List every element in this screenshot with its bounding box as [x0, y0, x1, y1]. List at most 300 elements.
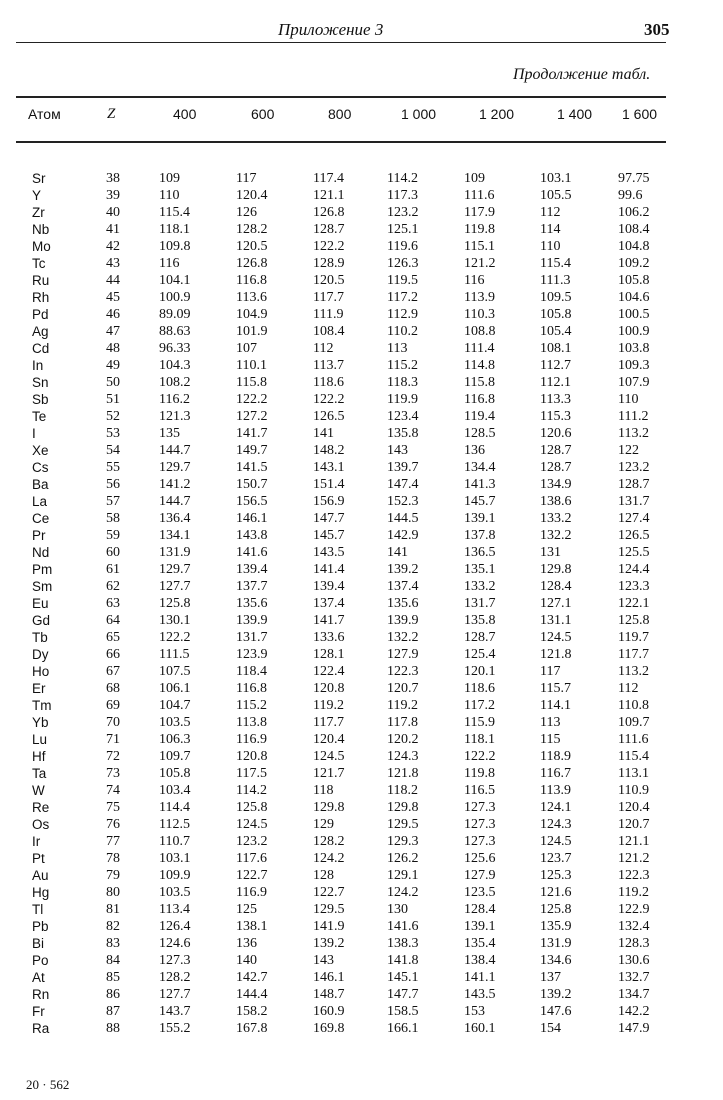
value-800-cell: 112: [313, 341, 334, 356]
column-header-atom: Атом: [28, 106, 61, 122]
value-800-cell: 122.4: [313, 664, 345, 679]
value-400-cell: 108.2: [159, 375, 191, 390]
value-1600-cell: 122: [618, 443, 639, 458]
value-800-cell: 143.1: [313, 460, 345, 475]
value-600-cell: 120.4: [236, 188, 268, 203]
value-1200-cell: 110.3: [464, 307, 495, 322]
value-1400-cell: 115.4: [540, 256, 571, 271]
value-400-cell: 116: [159, 256, 180, 271]
value-1000-cell: 138.3: [387, 936, 419, 951]
table-row: [0, 205, 723, 222]
value-400-cell: 136.4: [159, 511, 191, 526]
value-400-cell: 124.6: [159, 936, 191, 951]
table-row: [0, 749, 723, 766]
value-800-cell: 120.5: [313, 273, 345, 288]
atom-cell: Er: [32, 681, 46, 696]
value-800-cell: 118: [313, 783, 334, 798]
value-600-cell: 117.6: [236, 851, 267, 866]
value-1200-cell: 127.9: [464, 868, 496, 883]
value-1000-cell: 123.2: [387, 205, 419, 220]
value-400-cell: 141.2: [159, 477, 191, 492]
value-600-cell: 146.1: [236, 511, 268, 526]
z-cell: 83: [106, 936, 120, 951]
value-1000-cell: 114.2: [387, 171, 418, 186]
table-row: [0, 596, 723, 613]
value-1000-cell: 122.3: [387, 664, 419, 679]
atom-cell: Xe: [32, 443, 49, 458]
value-800-cell: 141.9: [313, 919, 345, 934]
value-800-cell: 121.1: [313, 188, 345, 203]
atom-cell: Pm: [32, 562, 53, 577]
value-1600-cell: 142.2: [618, 1004, 650, 1019]
atom-cell: Rh: [32, 290, 50, 305]
value-1200-cell: 119.8: [464, 222, 495, 237]
value-1200-cell: 123.5: [464, 885, 496, 900]
value-400-cell: 106.1: [159, 681, 191, 696]
value-1200-cell: 119.8: [464, 766, 495, 781]
z-cell: 82: [106, 919, 120, 934]
value-1000-cell: 117.3: [387, 188, 418, 203]
z-cell: 70: [106, 715, 120, 730]
atom-cell: Nd: [32, 545, 50, 560]
value-1400-cell: 115.3: [540, 409, 571, 424]
value-400-cell: 155.2: [159, 1021, 191, 1036]
table-row: [0, 664, 723, 681]
atom-cell: Mo: [32, 239, 51, 254]
value-600-cell: 131.7: [236, 630, 268, 645]
z-cell: 85: [106, 970, 120, 985]
value-1200-cell: 120.1: [464, 664, 496, 679]
value-1200-cell: 137.8: [464, 528, 496, 543]
table-row: [0, 579, 723, 596]
z-cell: 61: [106, 562, 120, 577]
z-cell: 72: [106, 749, 120, 764]
value-1200-cell: 118.1: [464, 732, 495, 747]
value-1400-cell: 113.3: [540, 392, 571, 407]
value-1400-cell: 112.1: [540, 375, 571, 390]
value-800-cell: 141: [313, 426, 334, 441]
value-1600-cell: 99.6: [618, 188, 643, 203]
value-1200-cell: 113.9: [464, 290, 495, 305]
value-1200-cell: 131.7: [464, 596, 496, 611]
table-row: [0, 953, 723, 970]
value-1400-cell: 125.3: [540, 868, 572, 883]
value-1600-cell: 109.3: [618, 358, 650, 373]
value-400-cell: 113.4: [159, 902, 190, 917]
atom-cell: Cs: [32, 460, 49, 475]
value-1600-cell: 130.6: [618, 953, 650, 968]
value-1400-cell: 138.6: [540, 494, 572, 509]
z-cell: 78: [106, 851, 120, 866]
value-1000-cell: 115.2: [387, 358, 418, 373]
value-1400-cell: 115: [540, 732, 561, 747]
value-1600-cell: 109.2: [618, 256, 650, 271]
value-1200-cell: 136.5: [464, 545, 496, 560]
value-600-cell: 124.5: [236, 817, 268, 832]
value-1600-cell: 100.5: [618, 307, 650, 322]
value-400-cell: 144.7: [159, 494, 191, 509]
value-800-cell: 128.1: [313, 647, 345, 662]
atom-cell: Y: [32, 188, 42, 203]
value-400-cell: 110: [159, 188, 180, 203]
z-cell: 50: [106, 375, 120, 390]
table-row: [0, 630, 723, 647]
z-cell: 45: [106, 290, 120, 305]
table-row: [0, 273, 723, 290]
value-600-cell: 137.7: [236, 579, 268, 594]
table-row: [0, 494, 723, 511]
atom-cell: Os: [32, 817, 50, 832]
value-400-cell: 104.1: [159, 273, 191, 288]
z-cell: 86: [106, 987, 120, 1002]
table-row: [0, 715, 723, 732]
atom-cell: Pb: [32, 919, 49, 934]
atom-cell: Au: [32, 868, 49, 883]
value-1600-cell: 134.7: [618, 987, 650, 1002]
value-400-cell: 126.4: [159, 919, 191, 934]
value-600-cell: 144.4: [236, 987, 268, 1002]
z-cell: 42: [106, 239, 120, 254]
atom-cell: Ba: [32, 477, 49, 492]
value-1400-cell: 113.9: [540, 783, 571, 798]
value-600-cell: 139.4: [236, 562, 268, 577]
value-600-cell: 107: [236, 341, 257, 356]
value-1600-cell: 113.2: [618, 426, 649, 441]
value-1600-cell: 113.1: [618, 766, 649, 781]
table-row: [0, 324, 723, 341]
z-cell: 62: [106, 579, 120, 594]
value-1200-cell: 135.8: [464, 613, 496, 628]
z-cell: 39: [106, 188, 120, 203]
value-1000-cell: 119.2: [387, 698, 418, 713]
value-400-cell: 128.2: [159, 970, 191, 985]
value-1000-cell: 110.2: [387, 324, 418, 339]
table-row: [0, 375, 723, 392]
z-cell: 47: [106, 324, 120, 339]
value-1000-cell: 126.3: [387, 256, 419, 271]
value-1000-cell: 121.8: [387, 766, 419, 781]
value-1600-cell: 107.9: [618, 375, 650, 390]
value-1200-cell: 117.9: [464, 205, 495, 220]
value-800-cell: 122.7: [313, 885, 345, 900]
atom-cell: Lu: [32, 732, 48, 747]
atom-cell: Hg: [32, 885, 50, 900]
value-800-cell: 128.9: [313, 256, 345, 271]
value-1400-cell: 139.2: [540, 987, 572, 1002]
value-1600-cell: 131.7: [618, 494, 650, 509]
value-1000-cell: 141: [387, 545, 408, 560]
value-1200-cell: 139.1: [464, 511, 496, 526]
value-600-cell: 122.7: [236, 868, 268, 883]
value-800-cell: 128: [313, 868, 334, 883]
value-1600-cell: 120.4: [618, 800, 650, 815]
z-cell: 44: [106, 273, 120, 288]
value-1200-cell: 116: [464, 273, 485, 288]
value-600-cell: 118.4: [236, 664, 267, 679]
value-400-cell: 111.5: [159, 647, 190, 662]
value-400-cell: 107.5: [159, 664, 191, 679]
value-600-cell: 120.5: [236, 239, 268, 254]
atom-cell: Hf: [32, 749, 46, 764]
value-1400-cell: 123.7: [540, 851, 572, 866]
signature-mark: 20 · 562: [26, 1077, 70, 1092]
atom-cell: Nb: [32, 222, 50, 237]
value-1000-cell: 139.2: [387, 562, 419, 577]
value-1200-cell: 125.6: [464, 851, 496, 866]
value-1000-cell: 118.2: [387, 783, 418, 798]
value-1600-cell: 121.1: [618, 834, 650, 849]
z-cell: 57: [106, 494, 120, 509]
z-cell: 76: [106, 817, 120, 832]
value-800-cell: 129: [313, 817, 334, 832]
value-1000-cell: 141.8: [387, 953, 419, 968]
value-600-cell: 125: [236, 902, 257, 917]
z-cell: 64: [106, 613, 120, 628]
value-1400-cell: 121.6: [540, 885, 572, 900]
z-cell: 59: [106, 528, 120, 543]
value-1600-cell: 121.2: [618, 851, 650, 866]
value-1000-cell: 143: [387, 443, 408, 458]
value-1600-cell: 112: [618, 681, 639, 696]
value-1200-cell: 128.4: [464, 902, 496, 917]
value-1200-cell: 108.8: [464, 324, 496, 339]
value-600-cell: 115.8: [236, 375, 267, 390]
value-1000-cell: 129.5: [387, 817, 419, 832]
value-600-cell: 104.9: [236, 307, 268, 322]
value-800-cell: 147.7: [313, 511, 345, 526]
value-1200-cell: 127.3: [464, 834, 496, 849]
table-row: [0, 800, 723, 817]
value-1400-cell: 128.7: [540, 460, 572, 475]
atom-cell: Sm: [32, 579, 53, 594]
z-cell: 75: [106, 800, 120, 815]
value-1400-cell: 110: [540, 239, 561, 254]
continuation-label: Продолжение табл.: [513, 66, 651, 83]
atom-cell: I: [32, 426, 36, 441]
value-400-cell: 131.9: [159, 545, 191, 560]
value-1600-cell: 126.5: [618, 528, 650, 543]
value-400-cell: 143.7: [159, 1004, 191, 1019]
value-1400-cell: 111.3: [540, 273, 571, 288]
value-800-cell: 145.7: [313, 528, 345, 543]
table-row: [0, 239, 723, 256]
value-1400-cell: 128.7: [540, 443, 572, 458]
value-1600-cell: 108.4: [618, 222, 650, 237]
value-1200-cell: 153: [464, 1004, 485, 1019]
value-1200-cell: 117.2: [464, 698, 495, 713]
value-800-cell: 126.5: [313, 409, 345, 424]
value-800-cell: 122.2: [313, 239, 345, 254]
value-1200-cell: 118.6: [464, 681, 495, 696]
table-row: [0, 902, 723, 919]
value-400-cell: 118.1: [159, 222, 190, 237]
value-1200-cell: 127.3: [464, 800, 496, 815]
value-1000-cell: 139.9: [387, 613, 419, 628]
atom-cell: Sb: [32, 392, 49, 407]
table-row: [0, 341, 723, 358]
table-row: [0, 426, 723, 443]
z-cell: 88: [106, 1021, 120, 1036]
value-600-cell: 141.5: [236, 460, 268, 475]
value-1600-cell: 125.8: [618, 613, 650, 628]
z-cell: 80: [106, 885, 120, 900]
value-800-cell: 122.2: [313, 392, 345, 407]
atom-cell: Rn: [32, 987, 50, 1002]
atom-cell: Ra: [32, 1021, 50, 1036]
z-cell: 63: [106, 596, 120, 611]
value-600-cell: 115.2: [236, 698, 267, 713]
value-1400-cell: 127.1: [540, 596, 572, 611]
value-1400-cell: 124.5: [540, 630, 572, 645]
value-1200-cell: 136: [464, 443, 485, 458]
value-400-cell: 109.8: [159, 239, 191, 254]
atom-cell: Tl: [32, 902, 44, 917]
value-1600-cell: 132.7: [618, 970, 650, 985]
value-1200-cell: 160.1: [464, 1021, 496, 1036]
z-cell: 41: [106, 222, 120, 237]
value-1400-cell: 128.4: [540, 579, 572, 594]
value-800-cell: 141.7: [313, 613, 345, 628]
value-1200-cell: 134.4: [464, 460, 496, 475]
value-1400-cell: 131.9: [540, 936, 572, 951]
value-1000-cell: 117.2: [387, 290, 418, 305]
value-600-cell: 141.7: [236, 426, 268, 441]
table-row: [0, 358, 723, 375]
table-row: [0, 222, 723, 239]
value-1200-cell: 125.4: [464, 647, 496, 662]
z-cell: 65: [106, 630, 120, 645]
value-800-cell: 117.4: [313, 171, 344, 186]
value-1600-cell: 147.9: [618, 1021, 650, 1036]
column-header-1600: 1 600: [622, 106, 658, 122]
value-800-cell: 120.4: [313, 732, 345, 747]
z-cell: 54: [106, 443, 120, 458]
value-1000-cell: 141.6: [387, 919, 419, 934]
value-400-cell: 103.1: [159, 851, 191, 866]
value-600-cell: 116.8: [236, 681, 267, 696]
value-800-cell: 129.8: [313, 800, 345, 815]
value-400-cell: 121.3: [159, 409, 191, 424]
value-1000-cell: 120.7: [387, 681, 419, 696]
value-400-cell: 127.7: [159, 579, 191, 594]
value-400-cell: 127.7: [159, 987, 191, 1002]
value-800-cell: 121.7: [313, 766, 345, 781]
value-1000-cell: 118.3: [387, 375, 418, 390]
value-1400-cell: 117: [540, 664, 561, 679]
value-800-cell: 143.5: [313, 545, 345, 560]
value-800-cell: 169.8: [313, 1021, 345, 1036]
value-600-cell: 126: [236, 205, 257, 220]
value-400-cell: 125.8: [159, 596, 191, 611]
value-1000-cell: 123.4: [387, 409, 419, 424]
value-1600-cell: 122.1: [618, 596, 650, 611]
header-rule: [16, 42, 666, 43]
table-row: [0, 647, 723, 664]
value-1400-cell: 124.3: [540, 817, 572, 832]
value-1200-cell: 143.5: [464, 987, 496, 1002]
z-cell: 58: [106, 511, 120, 526]
value-600-cell: 142.7: [236, 970, 268, 985]
table-row: [0, 783, 723, 800]
column-header-400: 400: [173, 106, 197, 122]
value-800-cell: 117.7: [313, 715, 344, 730]
value-600-cell: 126.8: [236, 256, 268, 271]
z-cell: 43: [106, 256, 120, 271]
value-1600-cell: 122.3: [618, 868, 650, 883]
table-row: [0, 732, 723, 749]
value-1200-cell: 139.1: [464, 919, 496, 934]
table-row: [0, 307, 723, 324]
atom-cell: Tb: [32, 630, 48, 645]
value-1400-cell: 134.9: [540, 477, 572, 492]
value-1000-cell: 135.6: [387, 596, 419, 611]
value-1400-cell: 109.5: [540, 290, 572, 305]
atom-cell: Sn: [32, 375, 49, 390]
value-400-cell: 100.9: [159, 290, 191, 305]
value-600-cell: 167.8: [236, 1021, 268, 1036]
value-800-cell: 143: [313, 953, 334, 968]
value-600-cell: 139.9: [236, 613, 268, 628]
value-800-cell: 108.4: [313, 324, 345, 339]
atom-cell: Ir: [32, 834, 41, 849]
z-cell: 66: [106, 647, 120, 662]
column-header-600: 600: [251, 106, 275, 122]
value-1400-cell: 115.7: [540, 681, 571, 696]
value-1000-cell: 119.9: [387, 392, 418, 407]
table-row: [0, 256, 723, 273]
z-cell: 55: [106, 460, 120, 475]
value-600-cell: 136: [236, 936, 257, 951]
value-400-cell: 127.3: [159, 953, 191, 968]
table-top-rule: [16, 96, 666, 98]
atom-cell: Pr: [32, 528, 46, 543]
atom-cell: Bi: [32, 936, 45, 951]
value-400-cell: 103.5: [159, 885, 191, 900]
atom-cell: Ta: [32, 766, 47, 781]
value-1200-cell: 138.4: [464, 953, 496, 968]
z-cell: 79: [106, 868, 120, 883]
value-1600-cell: 113.2: [618, 664, 649, 679]
table-row: [0, 987, 723, 1004]
value-600-cell: 143.8: [236, 528, 268, 543]
value-1400-cell: 103.1: [540, 171, 572, 186]
value-400-cell: 129.7: [159, 460, 191, 475]
value-1400-cell: 125.8: [540, 902, 572, 917]
table-row: [0, 443, 723, 460]
value-1000-cell: 130: [387, 902, 408, 917]
atom-cell: Te: [32, 409, 47, 424]
value-1400-cell: 124.1: [540, 800, 572, 815]
value-1400-cell: 114: [540, 222, 561, 237]
value-600-cell: 110.1: [236, 358, 267, 373]
value-1200-cell: 141.3: [464, 477, 496, 492]
value-1600-cell: 103.8: [618, 341, 650, 356]
value-600-cell: 116.9: [236, 732, 267, 747]
column-header-1400: 1 400: [557, 106, 593, 122]
value-1000-cell: 137.4: [387, 579, 419, 594]
value-600-cell: 141.6: [236, 545, 268, 560]
value-1400-cell: 118.9: [540, 749, 571, 764]
value-600-cell: 123.2: [236, 834, 268, 849]
value-1000-cell: 127.9: [387, 647, 419, 662]
value-800-cell: 146.1: [313, 970, 345, 985]
value-1000-cell: 135.8: [387, 426, 419, 441]
atom-cell: Fr: [32, 1004, 45, 1019]
atom-cell: Zr: [32, 205, 45, 220]
table-row: [0, 477, 723, 494]
atom-cell: Ag: [32, 324, 49, 339]
value-400-cell: 109.9: [159, 868, 191, 883]
